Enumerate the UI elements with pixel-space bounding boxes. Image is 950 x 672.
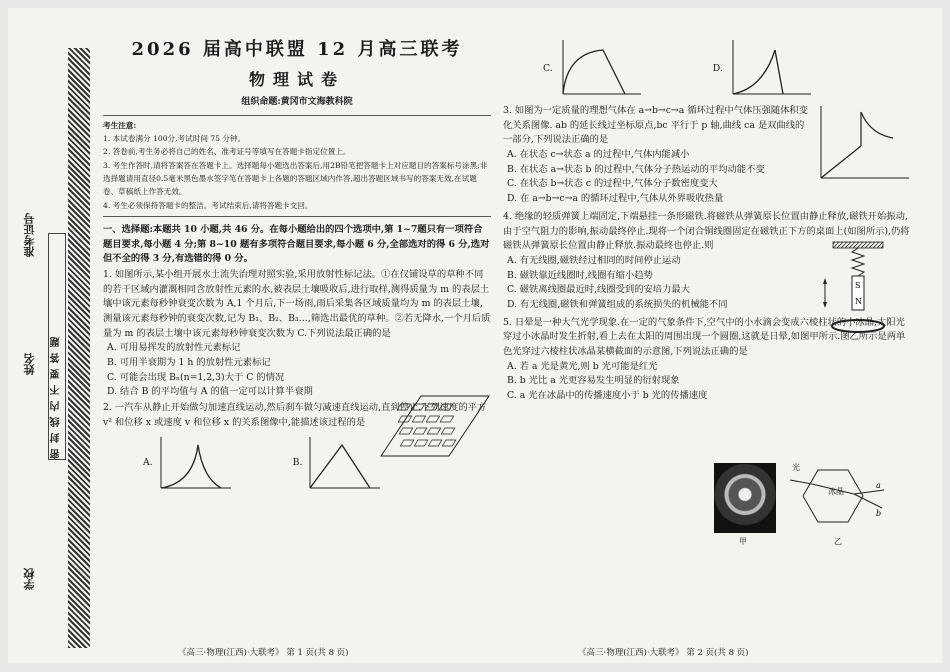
q3-option-b: B. 在状态 a→状态 b 的过程中,气体分子热运动的平均动能不变 <box>507 163 765 175</box>
q2-graph-a <box>143 433 233 493</box>
q4-option-b: B. 磁铁靠近线圈时,线圈有缩小趋势 <box>507 269 653 281</box>
svg-text:S: S <box>855 280 861 290</box>
note-item: 4. 考生必须保持答题卡的整洁。考试结束后,请将答题卡交回。 <box>103 200 313 210</box>
q2-graph-a-curve <box>153 433 233 493</box>
q3-option-a: A. 在状态 c→状态 a 的过程中,气体内能减小 <box>507 149 690 161</box>
right-column <box>503 38 911 404</box>
q2-graph-c-curve <box>553 38 643 100</box>
exam-subtitle: 物理试卷 <box>248 70 345 90</box>
q3-option-c: C. 在状态 b→状态 c 的过程中,气体分子数密度变大 <box>507 178 718 190</box>
seal-line-text: 密封线内不要答题 <box>48 233 66 460</box>
q2-graph-b-label: B. <box>292 457 303 469</box>
question-3 <box>503 104 911 207</box>
svg-text:N: N <box>855 296 862 306</box>
footer-right: 《高三·物理(江西)·大联考》 第 2 页(共 8 页) <box>578 648 749 658</box>
name-label: 姓名 <box>23 353 36 375</box>
note-item: 3. 考生作答时,请将答案答在答题卡上。选择题每小题选出答案后,用2B铅笔把答题卡上对应题目的答案标号涂黑;非选择题请用直径0.5毫米黑色墨水签字笔在答题卡上各题的答题区域内作答,超出答题区域书写的答案无效,在试题卷、草稿纸上作答无效。 <box>103 160 488 197</box>
q2-graphs-cd <box>543 38 911 100</box>
q1-option-b: B. 可用半衰期为 1 h 的放射性元素标记 <box>107 357 271 369</box>
q5-option-a: A. 若 a 光是黄光,则 b 光可能是红光 <box>507 360 658 372</box>
light-label: 光 <box>792 463 800 472</box>
q2-graph-d-label: D. <box>712 62 723 74</box>
q2-stem: 2. 一汽车从静止开始做匀加速直线运动,然后刹车做匀减速直线运动,直到停止.下列速度的平方 v² 和位移 x 或速度 v 和位移 x 的关系图像中,能描述该过程的是 <box>103 402 487 428</box>
organizer: 组织命题:黄冈市文海教科院 <box>241 96 353 107</box>
q5-stem: 5. 日晕是一种大气光学现象.在一定的气象条件下,空气中的小水滴会变成六棱柱状的小冰晶,太阳光穿过小冰晶时发生折射,看上去在太阳的周围出现一个圆圈,这就是日晕,如图甲所示.图乙所示是两单色光穿过六棱柱状冰晶某横截面的示意图,下列说法正确的是 <box>503 316 906 357</box>
notes-heading: 考生注意: <box>103 120 137 130</box>
note-item: 2. 答卷前,考生务必将自己的姓名、准考证号等填写在答题卡指定位置上。 <box>103 147 351 157</box>
figure-jia-label: 甲 <box>739 537 747 546</box>
exam-no-label: 准考证号 <box>23 213 36 257</box>
grass-plot-figure <box>351 386 491 466</box>
question-5 <box>503 316 911 404</box>
q2-graph-a-label: A. <box>143 457 153 469</box>
q4-option-a: A. 有无线圈,磁铁经过相同的时间停止运动 <box>507 254 681 266</box>
q4-stem: 4. 绝缘的轻质弹簧上端固定,下端悬挂一条形磁铁.将磁铁从弹簧原长位置由静止释放,磁铁开始振动,由于空气阻力的影响,振动最终停止.现将一个闭合铜线圈固定在磁铁正下方的桌面上(如图所示),仍将磁铁从弹簧原长位置由静止释放.振动最终也停止.则 <box>503 210 910 252</box>
q1-option-c: C. 可能会出现 Bₙ(n=1,2,3)大于 C 的情况 <box>107 371 285 383</box>
ice-label: 冰晶 <box>828 487 844 496</box>
q4-option-d: D. 有无线圈,磁铁和弹簧组成的系统损失的机械能不同 <box>507 298 728 310</box>
school-label: 学校 <box>23 568 36 590</box>
q1-stem: 1. 如图所示,某小组开展水土流失治理对照实验,采用放射性标记法。①在仅铺设草的草种不同的若干区域内灌溉相同含放射性元素的水,被表层土壤吸收后,进行取样,测得质量为 m 的表层土壤中该元素每秒钟衰变次数为 A,1 个月后,下一场雨,雨后采集各区域质量均为 m 的表层土壤,测量该元素每秒钟的衰变次数,记为 B₁、B₂、B₃…,筛选出最优的草种。②若无降水,一个月后质量为 m 的表层土壤中该元素每秒钟衰变次数为 C.下列说法最正确的是 <box>103 268 491 339</box>
question-1 <box>103 268 491 400</box>
q5-option-b: B. b 光比 a 光更容易发生明显的衍射现象 <box>507 375 680 387</box>
q1-option-a: A. 可用易挥发的放射性元素标记 <box>107 342 241 354</box>
svg-text:b: b <box>876 509 882 518</box>
q2-graph-c-label: C. <box>543 62 553 74</box>
q2-graph-c <box>543 38 643 100</box>
q3-stem: 3. 如图为一定质量的理想气体在 a→b→c→a 循环过程中气体压强随体积变化关系图像. ab 的延长线过坐标原点,bc 平行于 p 轴,曲线 ca 是双曲线的一部分,下列说法正确的是 <box>503 105 809 146</box>
q4-option-c: C. 磁铁离线圈最近时,线圈受到的安培力最大 <box>507 284 690 296</box>
figure-yi-label: 乙 <box>834 537 842 546</box>
notes-box <box>103 115 491 217</box>
q1-option-d: D. 结合 B 的平均值与 A 的值一定可以计算半衰期 <box>107 386 313 398</box>
footer-left: 《高三·物理(江西)·大联考》 第 1 页(共 8 页) <box>178 648 349 658</box>
question-4 <box>503 210 911 313</box>
q5-option-c: C. a 光在冰晶中的传播速度小于 b 光的传播速度 <box>507 390 708 402</box>
left-column <box>103 38 491 496</box>
exam-page <box>8 8 942 663</box>
q2-graph-d-curve <box>723 38 813 100</box>
ice-crystal-figure <box>788 460 888 540</box>
exam-title: 2026 届高中联盟 12 月高三联考 <box>131 39 463 60</box>
pv-cycle-figure <box>815 104 911 184</box>
q3-option-d: D. 在 a→b→c→a 的循环过程中,气体从外界吸收热量 <box>507 193 724 205</box>
svg-text:a: a <box>876 481 881 490</box>
binding-strip <box>68 48 90 648</box>
section-heading: 一、选择题:本题共 10 小题,共 46 分。在每小题给出的四个选项中,第 1~7题只有一项符合题目要求,每小题 4 分;第 8~10 题有多项符合题目要求,每小题 6 分,全部选对的得 6 分,选对但不全的得 3 分,有选错的得 0 分。 <box>103 223 490 265</box>
note-item: 1. 本试卷满分 100分,考试时间 75 分钟。 <box>103 134 246 144</box>
q2-graph-d <box>713 38 813 100</box>
halo-photo <box>714 463 776 533</box>
